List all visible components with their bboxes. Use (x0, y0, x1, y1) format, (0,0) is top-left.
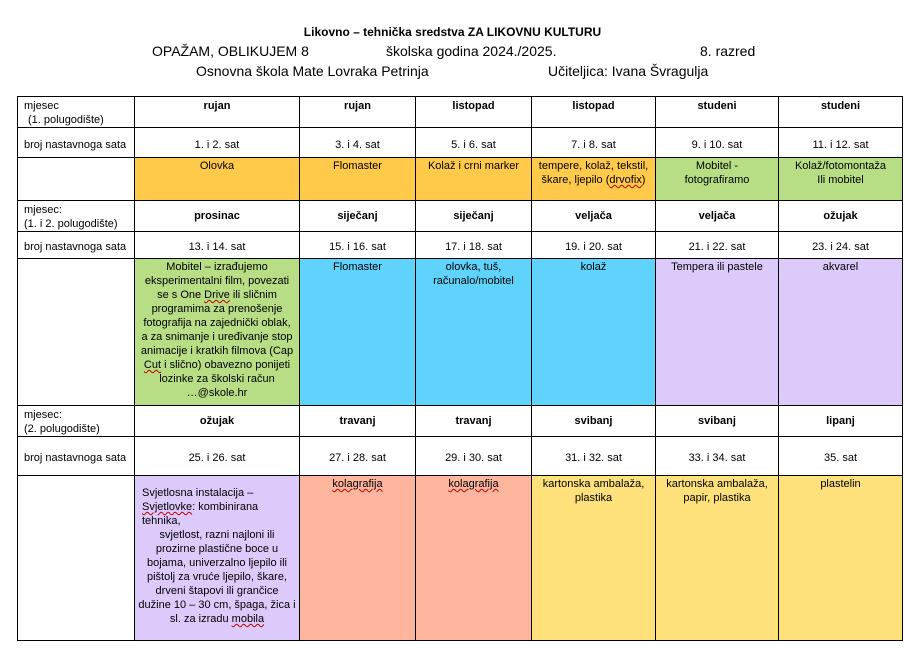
month-cell: lipanj (779, 406, 903, 437)
lesson-cell: 15. i 16. sat (300, 232, 416, 259)
material-cell: Mobitel - fotografiramo (656, 158, 779, 201)
material-cell: Kolaž i crni marker (416, 158, 532, 201)
month-cell: listopad (532, 97, 656, 128)
lesson-cell: 31. i 32. sat (532, 437, 656, 476)
material-cell: Tempera ili pastele (656, 259, 779, 406)
month-cell: rujan (300, 97, 416, 128)
lesson-label: broj nastavnoga sata (18, 437, 135, 476)
empty-label-cell (18, 158, 135, 201)
lesson-cell: 35. sat (779, 437, 903, 476)
empty-label-cell (18, 476, 135, 641)
month-cell: ožujak (779, 201, 903, 232)
document-title: Likovno – tehnička sredstva ZA LIKOVNU KULTURU (303, 25, 602, 39)
materials-row (18, 476, 903, 641)
material-cell: plastelin (779, 476, 903, 641)
materials-schedule-table (17, 96, 903, 641)
materials-row (18, 158, 903, 201)
month-label: mjesec: (1. i 2. polugodište) (18, 201, 135, 232)
month-label: mjesec (1. polugodište) (18, 97, 135, 128)
month-row (18, 97, 903, 128)
month-cell: siječanj (416, 201, 532, 232)
month-label: mjesec: (2. polugodište) (18, 406, 135, 437)
month-cell: siječanj (300, 201, 416, 232)
lesson-cell: 9. i 10. sat (656, 128, 779, 158)
lesson-cell: 1. i 2. sat (135, 128, 300, 158)
material-cell: Mobitel – izrađujemo eksperimentalni film, povezati se s One Drive ili sličnim programima za prenošenje fotografija na zajednički oblak, a za snimanje i uređivanje stop animacije i kratkih filmova (Cap Cut i slično) obavezno ponijeti lozinke za školski račun …@skole.hr (135, 259, 300, 406)
lesson-cell: 19. i 20. sat (532, 232, 656, 259)
month-cell: veljača (656, 201, 779, 232)
school-year: školska godina 2024./2025. (386, 43, 557, 59)
grade: 8. razred (700, 43, 756, 59)
month-cell: veljača (532, 201, 656, 232)
material-cell: tempere, kolaž, tekstil, škare, ljepilo (drvofix) (532, 158, 656, 201)
material-cell: Svjetlosna instalacija – Svjetlovke: kombinirana tehnika, svjetlost, razni najloni ili prozirne plastične boce u bojama, univerzalno ljepilo ili pištolj za vruće ljepilo, škare, drveni štapovi ili grančice dužine 10 – 30 cm, špaga, žica i sl. za izradu mobila (135, 476, 300, 641)
lesson-cell: 23. i 24. sat (779, 232, 903, 259)
lesson-cell: 17. i 18. sat (416, 232, 532, 259)
lesson-cell: 33. i 34. sat (656, 437, 779, 476)
month-cell: ožujak (135, 406, 300, 437)
month-cell: studeni (779, 97, 903, 128)
month-cell: prosinac (135, 201, 300, 232)
lesson-cell: 27. i 28. sat (300, 437, 416, 476)
material-cell: kolaž (532, 259, 656, 406)
month-cell: svibanj (656, 406, 779, 437)
month-cell: rujan (135, 97, 300, 128)
material-cell: kartonska ambalaža, plastika (532, 476, 656, 641)
textbook-name: OPAŽAM, OBLIKUJEM 8 (152, 43, 309, 59)
lesson-label: broj nastavnoga sata (18, 128, 135, 158)
lesson-row (18, 232, 903, 259)
lesson-cell: 21. i 22. sat (656, 232, 779, 259)
month-cell: travanj (416, 406, 532, 437)
material-cell: olovka, tuš, računalo/mobitel (416, 259, 532, 406)
lesson-row (18, 437, 903, 476)
lesson-row (18, 128, 903, 158)
lesson-cell: 13. i 14. sat (135, 232, 300, 259)
lesson-cell: 5. i 6. sat (416, 128, 532, 158)
material-cell: kolagrafija (416, 476, 532, 641)
month-row (18, 201, 903, 232)
lesson-cell: 7. i 8. sat (532, 128, 656, 158)
lesson-cell: 29. i 30. sat (416, 437, 532, 476)
material-cell: Flomaster (300, 158, 416, 201)
material-cell: kolagrafija (300, 476, 416, 641)
month-row (18, 406, 903, 437)
school-name: Osnovna škola Mate Lovraka Petrinja (196, 63, 429, 79)
materials-row (18, 259, 903, 406)
material-cell: Olovka (135, 158, 300, 201)
empty-label-cell (18, 259, 135, 406)
teacher-name: Učiteljica: Ivana Švragulja (548, 63, 709, 79)
lesson-label: broj nastavnoga sata (18, 232, 135, 259)
month-cell: svibanj (532, 406, 656, 437)
material-cell: kartonska ambalaža, papir, plastika (656, 476, 779, 641)
material-cell: Kolaž/fotomontaža Ili mobitel (779, 158, 903, 201)
lesson-cell: 25. i 26. sat (135, 437, 300, 476)
month-cell: travanj (300, 406, 416, 437)
month-cell: listopad (416, 97, 532, 128)
month-cell: studeni (656, 97, 779, 128)
lesson-cell: 11. i 12. sat (779, 128, 903, 158)
lesson-cell: 3. i 4. sat (300, 128, 416, 158)
material-cell: akvarel (779, 259, 903, 406)
material-cell: Flomaster (300, 259, 416, 406)
